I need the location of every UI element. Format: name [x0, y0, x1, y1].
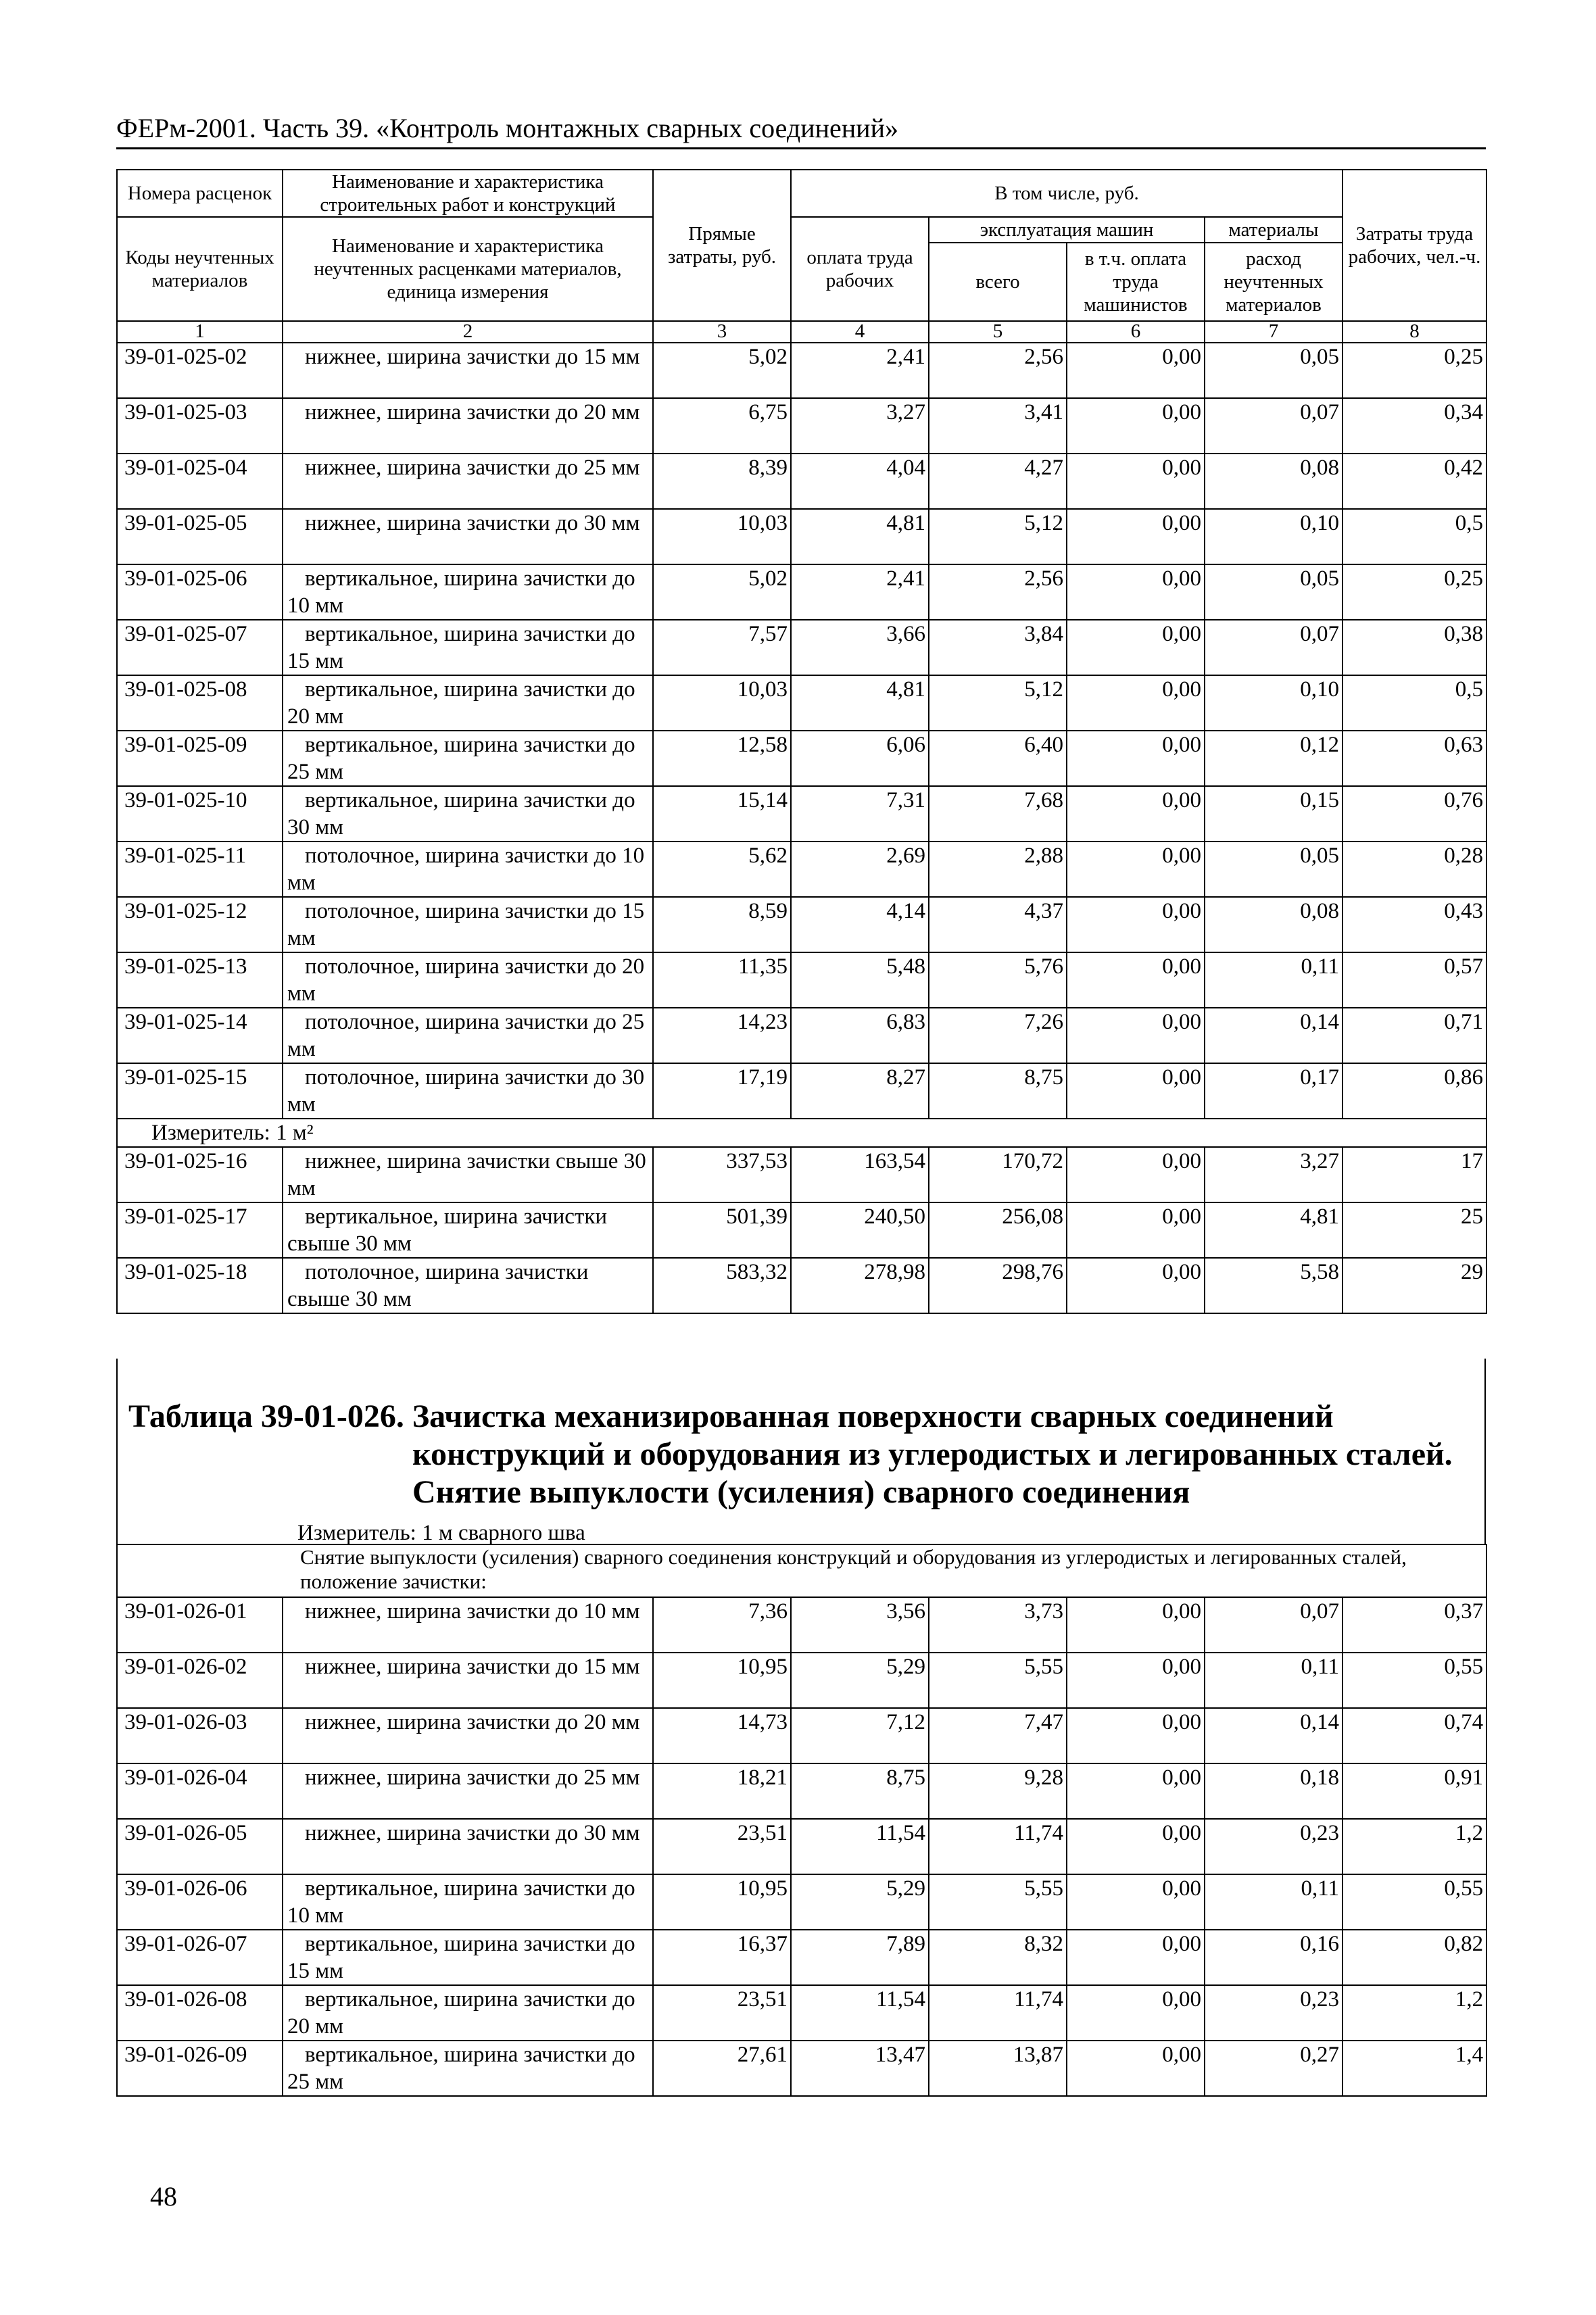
rate-code: 39-01-025-08 [117, 675, 283, 731]
rate-code: 39-01-025-02 [117, 343, 283, 398]
rate-code: 39-01-025-17 [117, 1202, 283, 1258]
rate-code: 39-01-026-08 [117, 1985, 283, 2041]
work-description: вертикальное, ширина зачистки до 20 мм [283, 675, 653, 731]
value-v5: 298,76 [929, 1258, 1067, 1313]
table-row [117, 1063, 1486, 1119]
value-v3: 16,37 [653, 1930, 791, 1985]
value-v4: 8,27 [791, 1063, 929, 1119]
value-v8: 0,38 [1343, 620, 1486, 675]
rate-code: 39-01-025-15 [117, 1063, 283, 1119]
rate-code: 39-01-025-12 [117, 897, 283, 952]
value-v8: 29 [1343, 1258, 1486, 1313]
value-v3: 15,14 [653, 786, 791, 842]
value-v8: 0,82 [1343, 1930, 1486, 1985]
rate-code: 39-01-025-04 [117, 454, 283, 509]
rates-table-39-01-025 [116, 169, 1487, 1314]
value-v6: 0,00 [1067, 1763, 1205, 1819]
value-v7: 0,23 [1205, 1819, 1343, 1874]
value-v5: 5,12 [929, 509, 1067, 564]
rate-code: 39-01-025-05 [117, 509, 283, 564]
col-header-rate-numbers: Номера расценок [117, 170, 283, 217]
table-row [117, 897, 1486, 952]
value-v5: 7,26 [929, 1008, 1067, 1063]
value-v3: 5,02 [653, 343, 791, 398]
col-header-materials: материалы [1205, 217, 1343, 243]
value-v7: 0,10 [1205, 675, 1343, 731]
col-header-total: всего [929, 243, 1067, 321]
work-description: нижнее, ширина зачистки до 20 мм [283, 398, 653, 454]
work-description: потолочное, ширина зачистки свыше 30 мм [283, 1258, 653, 1313]
value-v7: 0,07 [1205, 1597, 1343, 1653]
value-v8: 0,57 [1343, 952, 1486, 1008]
value-v5: 8,32 [929, 1930, 1067, 1985]
value-v3: 12,58 [653, 731, 791, 786]
value-v7: 0,23 [1205, 1985, 1343, 2041]
work-description: вертикальное, ширина зачистки до 30 мм [283, 786, 653, 842]
value-v7: 0,14 [1205, 1008, 1343, 1063]
value-v7: 0,27 [1205, 2041, 1343, 2096]
value-v6: 0,00 [1067, 1653, 1205, 1708]
value-v3: 7,36 [653, 1597, 791, 1653]
value-v6: 0,00 [1067, 1258, 1205, 1313]
value-v5: 3,73 [929, 1597, 1067, 1653]
table-row [117, 1874, 1486, 1930]
value-v4: 3,66 [791, 620, 929, 675]
table-row [117, 731, 1486, 786]
column-number: 8 [1343, 321, 1486, 343]
column-number: 6 [1067, 321, 1205, 343]
table-row [117, 1202, 1486, 1258]
work-description: вертикальное, ширина зачистки до 25 мм [283, 2041, 653, 2096]
value-v3: 6,75 [653, 398, 791, 454]
value-v8: 0,5 [1343, 675, 1486, 731]
value-v5: 4,27 [929, 454, 1067, 509]
value-v5: 8,75 [929, 1063, 1067, 1119]
table-row [117, 1930, 1486, 1985]
value-v4: 4,81 [791, 675, 929, 731]
rate-code: 39-01-025-14 [117, 1008, 283, 1063]
work-description: нижнее, ширина зачистки до 25 мм [283, 1763, 653, 1819]
value-v4: 7,31 [791, 786, 929, 842]
table-row [117, 1985, 1486, 2041]
value-v5: 2,88 [929, 842, 1067, 897]
rate-code: 39-01-025-11 [117, 842, 283, 897]
column-number: 5 [929, 321, 1067, 343]
table-title-line-1: Таблица 39-01-026. Зачистка механизированная поверхности сварных соединений [128, 1398, 1334, 1434]
rate-code: 39-01-025-03 [117, 398, 283, 454]
value-v5: 5,55 [929, 1653, 1067, 1708]
value-v4: 5,48 [791, 952, 929, 1008]
rate-code: 39-01-025-07 [117, 620, 283, 675]
column-number: 1 [117, 321, 283, 343]
work-description: нижнее, ширина зачистки до 30 мм [283, 1819, 653, 1874]
col-header-labor-costs: Затраты труда рабочих, чел.-ч. [1343, 170, 1486, 321]
table-title-line-2: конструкций и оборудования из углеродистых и легированных сталей. [412, 1436, 1453, 1472]
value-v3: 10,03 [653, 675, 791, 731]
rate-code: 39-01-026-02 [117, 1653, 283, 1708]
value-v6: 0,00 [1067, 731, 1205, 786]
table-row [117, 1763, 1486, 1819]
value-v4: 163,54 [791, 1147, 929, 1202]
value-v5: 5,76 [929, 952, 1067, 1008]
value-v8: 17 [1343, 1147, 1486, 1202]
col-header-material-usage: расход неучтенных материалов [1205, 243, 1343, 321]
value-v3: 23,51 [653, 1985, 791, 2041]
value-v8: 0,74 [1343, 1708, 1486, 1763]
value-v4: 7,89 [791, 1930, 929, 1985]
value-v6: 0,00 [1067, 343, 1205, 398]
value-v5: 4,37 [929, 897, 1067, 952]
value-v7: 0,05 [1205, 343, 1343, 398]
value-v6: 0,00 [1067, 786, 1205, 842]
value-v7: 0,11 [1205, 952, 1343, 1008]
value-v6: 0,00 [1067, 1008, 1205, 1063]
rate-code: 39-01-026-09 [117, 2041, 283, 2096]
table-row [117, 1708, 1486, 1763]
value-v4: 240,50 [791, 1202, 929, 1258]
work-description: вертикальное, ширина зачистки до 15 мм [283, 1930, 653, 1985]
table-row [117, 1147, 1486, 1202]
table-row [117, 454, 1486, 509]
value-v4: 4,14 [791, 897, 929, 952]
table-row [117, 842, 1486, 897]
rate-code: 39-01-025-18 [117, 1258, 283, 1313]
page-number: 48 [150, 2181, 177, 2212]
work-description: вертикальное, ширина зачистки до 10 мм [283, 564, 653, 620]
value-v6: 0,00 [1067, 1985, 1205, 2041]
value-v3: 14,73 [653, 1708, 791, 1763]
value-v8: 0,28 [1343, 842, 1486, 897]
value-v7: 0,10 [1205, 509, 1343, 564]
value-v4: 11,54 [791, 1819, 929, 1874]
value-v4: 6,06 [791, 731, 929, 786]
value-v4: 7,12 [791, 1708, 929, 1763]
rate-code: 39-01-025-13 [117, 952, 283, 1008]
rate-code: 39-01-026-06 [117, 1874, 283, 1930]
value-v7: 5,58 [1205, 1258, 1343, 1313]
col-header-direct-costs: Прямые затраты, руб. [653, 170, 791, 321]
column-numbers-row [117, 321, 1486, 343]
rate-code: 39-01-026-01 [117, 1597, 283, 1653]
rate-code: 39-01-025-09 [117, 731, 283, 786]
table-row [117, 509, 1486, 564]
value-v3: 10,95 [653, 1653, 791, 1708]
table-row [117, 1819, 1486, 1874]
value-v8: 25 [1343, 1202, 1486, 1258]
table-row [117, 343, 1486, 398]
value-v4: 4,04 [791, 454, 929, 509]
value-v6: 0,00 [1067, 509, 1205, 564]
value-v8: 0,25 [1343, 564, 1486, 620]
rate-code: 39-01-026-03 [117, 1708, 283, 1763]
rate-code: 39-01-026-05 [117, 1819, 283, 1874]
table-row [117, 1653, 1486, 1708]
col-header-including: В том числе, руб. [791, 170, 1343, 217]
value-v8: 0,42 [1343, 454, 1486, 509]
work-description: вертикальное, ширина зачистки до 15 мм [283, 620, 653, 675]
column-number: 4 [791, 321, 929, 343]
work-description: нижнее, ширина зачистки до 15 мм [283, 343, 653, 398]
value-v6: 0,00 [1067, 398, 1205, 454]
value-v7: 3,27 [1205, 1147, 1343, 1202]
work-description: вертикальное, ширина зачистки до 20 мм [283, 1985, 653, 2041]
value-v5: 13,87 [929, 2041, 1067, 2096]
table-row [117, 1258, 1486, 1313]
value-v3: 10,03 [653, 509, 791, 564]
value-v8: 1,2 [1343, 1985, 1486, 2041]
value-v3: 337,53 [653, 1147, 791, 1202]
value-v8: 0,71 [1343, 1008, 1486, 1063]
value-v8: 0,37 [1343, 1597, 1486, 1653]
value-v4: 2,41 [791, 343, 929, 398]
value-v4: 3,27 [791, 398, 929, 454]
table2-intro: Снятие выпуклости (усиления) сварного соединения конструкций и оборудования из углеродистых и легированных сталей, положение зачистки: [117, 1544, 1486, 1597]
value-v4: 2,69 [791, 842, 929, 897]
rate-code: 39-01-025-16 [117, 1147, 283, 1202]
value-v5: 7,68 [929, 786, 1067, 842]
value-v4: 4,81 [791, 509, 929, 564]
value-v5: 7,47 [929, 1708, 1067, 1763]
work-description: потолочное, ширина зачистки до 15 мм [283, 897, 653, 952]
column-number: 2 [283, 321, 653, 343]
value-v5: 170,72 [929, 1147, 1067, 1202]
table-row [117, 1008, 1486, 1063]
value-v7: 0,17 [1205, 1063, 1343, 1119]
col-header-material-codes: Коды неучтенных материалов [117, 217, 283, 321]
rate-code: 39-01-025-06 [117, 564, 283, 620]
table-row [117, 952, 1486, 1008]
value-v7: 0,07 [1205, 620, 1343, 675]
value-v3: 7,57 [653, 620, 791, 675]
value-v3: 17,19 [653, 1063, 791, 1119]
work-description: потолочное, ширина зачистки до 25 мм [283, 1008, 653, 1063]
work-description: потолочное, ширина зачистки до 10 мм [283, 842, 653, 897]
meter-label: Измеритель: 1 м² [117, 1119, 1486, 1147]
table2-meter [297, 1519, 585, 1546]
value-v6: 0,00 [1067, 1063, 1205, 1119]
work-description: нижнее, ширина зачистки до 15 мм [283, 1653, 653, 1708]
value-v8: 0,63 [1343, 731, 1486, 786]
value-v7: 0,08 [1205, 897, 1343, 952]
table-row [117, 1597, 1486, 1653]
table-row [117, 2041, 1486, 2096]
work-description: вертикальное, ширина зачистки до 25 мм [283, 731, 653, 786]
value-v3: 8,59 [653, 897, 791, 952]
table-row [117, 398, 1486, 454]
value-v7: 0,11 [1205, 1653, 1343, 1708]
value-v5: 6,40 [929, 731, 1067, 786]
value-v4: 5,29 [791, 1653, 929, 1708]
value-v6: 0,00 [1067, 1202, 1205, 1258]
value-v6: 0,00 [1067, 842, 1205, 897]
value-v6: 0,00 [1067, 1819, 1205, 1874]
value-v7: 0,14 [1205, 1708, 1343, 1763]
value-v3: 18,21 [653, 1763, 791, 1819]
table-title [128, 1398, 1487, 1511]
work-description: нижнее, ширина зачистки свыше 30 мм [283, 1147, 653, 1202]
value-v3: 23,51 [653, 1819, 791, 1874]
value-v3: 501,39 [653, 1202, 791, 1258]
col-header-worker-pay: оплата труда рабочих [791, 217, 929, 321]
value-v6: 0,00 [1067, 1930, 1205, 1985]
value-v8: 0,55 [1343, 1874, 1486, 1930]
column-number: 7 [1205, 321, 1343, 343]
value-v8: 0,86 [1343, 1063, 1486, 1119]
value-v7: 0,18 [1205, 1763, 1343, 1819]
value-v4: 278,98 [791, 1258, 929, 1313]
value-v6: 0,00 [1067, 1874, 1205, 1930]
value-v8: 0,55 [1343, 1653, 1486, 1708]
table-row [117, 786, 1486, 842]
col-header-work-name: Наименование и характеристика строительных работ и конструкций [283, 170, 653, 217]
value-v7: 0,08 [1205, 454, 1343, 509]
value-v5: 2,56 [929, 343, 1067, 398]
meter-row [117, 1119, 1486, 1147]
value-v6: 0,00 [1067, 2041, 1205, 2096]
work-description: нижнее, ширина зачистки до 25 мм [283, 454, 653, 509]
col-header-operator-pay: в т.ч. оплата труда машинистов [1067, 243, 1205, 321]
work-description: нижнее, ширина зачистки до 10 мм [283, 1597, 653, 1653]
value-v6: 0,00 [1067, 1147, 1205, 1202]
value-v5: 256,08 [929, 1202, 1067, 1258]
value-v6: 0,00 [1067, 1597, 1205, 1653]
column-number: 3 [653, 321, 791, 343]
col-header-machine-operation: эксплуатация машин [929, 217, 1205, 243]
rate-code: 39-01-026-07 [117, 1930, 283, 1985]
value-v6: 0,00 [1067, 897, 1205, 952]
work-description: потолочное, ширина зачистки до 30 мм [283, 1063, 653, 1119]
value-v5: 11,74 [929, 1985, 1067, 2041]
value-v3: 5,62 [653, 842, 791, 897]
value-v8: 0,91 [1343, 1763, 1486, 1819]
value-v7: 4,81 [1205, 1202, 1343, 1258]
value-v7: 0,12 [1205, 731, 1343, 786]
value-v4: 6,83 [791, 1008, 929, 1063]
work-description: потолочное, ширина зачистки до 20 мм [283, 952, 653, 1008]
work-description: вертикальное, ширина зачистки свыше 30 мм [283, 1202, 653, 1258]
value-v3: 27,61 [653, 2041, 791, 2096]
value-v6: 0,00 [1067, 454, 1205, 509]
table-title-line-3: Снятие выпуклости (усиления) сварного соединения [412, 1474, 1190, 1510]
value-v5: 3,41 [929, 398, 1067, 454]
value-v4: 11,54 [791, 1985, 929, 2041]
value-v3: 5,02 [653, 564, 791, 620]
value-v3: 11,35 [653, 952, 791, 1008]
value-v4: 2,41 [791, 564, 929, 620]
value-v3: 10,95 [653, 1874, 791, 1930]
value-v3: 8,39 [653, 454, 791, 509]
value-v8: 1,2 [1343, 1819, 1486, 1874]
value-v5: 9,28 [929, 1763, 1067, 1819]
value-v8: 0,76 [1343, 786, 1486, 842]
value-v8: 0,43 [1343, 897, 1486, 952]
value-v7: 0,11 [1205, 1874, 1343, 1930]
value-v4: 5,29 [791, 1874, 929, 1930]
value-v7: 0,05 [1205, 564, 1343, 620]
value-v5: 5,55 [929, 1874, 1067, 1930]
value-v8: 0,5 [1343, 509, 1486, 564]
value-v7: 0,07 [1205, 398, 1343, 454]
value-v6: 0,00 [1067, 1708, 1205, 1763]
table2-meter-text: Измеритель: 1 м сварного шва [297, 1521, 585, 1545]
value-v3: 14,23 [653, 1008, 791, 1063]
work-description: вертикальное, ширина зачистки до 10 мм [283, 1874, 653, 1930]
value-v8: 1,4 [1343, 2041, 1486, 2096]
value-v7: 0,05 [1205, 842, 1343, 897]
value-v4: 13,47 [791, 2041, 929, 2096]
rates-table-39-01-026 [116, 1544, 1487, 2097]
table-row [117, 675, 1486, 731]
value-v6: 0,00 [1067, 952, 1205, 1008]
rate-code: 39-01-026-04 [117, 1763, 283, 1819]
rate-code: 39-01-025-10 [117, 786, 283, 842]
value-v6: 0,00 [1067, 564, 1205, 620]
col-header-material-name: Наименование и характеристика неучтенных расценками материалов, единица измерения [283, 217, 653, 321]
value-v5: 3,84 [929, 620, 1067, 675]
value-v7: 0,15 [1205, 786, 1343, 842]
value-v5: 11,74 [929, 1819, 1067, 1874]
value-v4: 3,56 [791, 1597, 929, 1653]
table-row [117, 564, 1486, 620]
value-v3: 583,32 [653, 1258, 791, 1313]
value-v6: 0,00 [1067, 620, 1205, 675]
value-v8: 0,25 [1343, 343, 1486, 398]
page-header: ФЕРм-2001. Часть 39. «Контроль монтажных сварных соединений» [116, 114, 1486, 149]
value-v8: 0,34 [1343, 398, 1486, 454]
value-v5: 2,56 [929, 564, 1067, 620]
value-v5: 5,12 [929, 675, 1067, 731]
value-v4: 8,75 [791, 1763, 929, 1819]
table-row [117, 620, 1486, 675]
value-v7: 0,16 [1205, 1930, 1343, 1985]
value-v6: 0,00 [1067, 675, 1205, 731]
work-description: нижнее, ширина зачистки до 20 мм [283, 1708, 653, 1763]
work-description: нижнее, ширина зачистки до 30 мм [283, 509, 653, 564]
